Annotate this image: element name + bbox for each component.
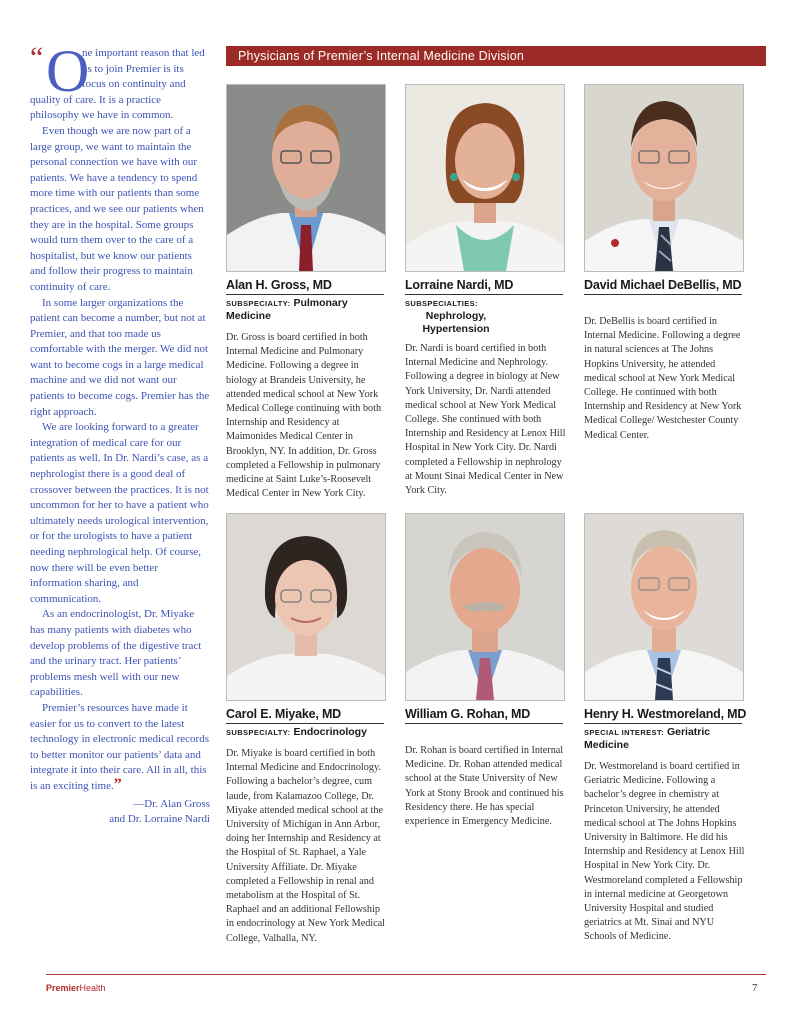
physician-photo bbox=[226, 513, 386, 701]
quote-paragraph-3: In some larger organizations the patient can become a number, but not at Premier, and that too made us comfortable with the merger. We did not want to become cogs in a large medical machine and we did not want our patients to become cogs. Premier has the right approach. bbox=[30, 296, 210, 418]
footer-logo bbox=[46, 983, 106, 993]
physician-card-rohan bbox=[405, 513, 571, 829]
physician-bio: Dr. Rohan is board certified in Internal Medicine. Dr. Rohan attended medical school at the State University of New York at Stony Brook and continued his Residency there. He has special experience in Emergency Medicine. bbox=[405, 745, 564, 828]
banner-title: Physicians of Premier’s Internal Medicine Division bbox=[238, 49, 525, 63]
physician-card-gross bbox=[226, 84, 392, 501]
name-rule bbox=[405, 294, 563, 295]
quote-paragraph-5: As an endocrinologist, Dr. Miyake has many patients with diabetes who develop problems of the digestive tract and the urinary tract. Her patients’ problems mesh well with our new capabilities. bbox=[30, 608, 202, 699]
name-rule bbox=[584, 294, 742, 295]
physician-bio: Dr. Nardi is board certified in both Internal Medicine and Nephrology. Following a degree in biology at New York University, Dr. Nardi attended medical school at New York Medical College. She continued with both Internship and Residency at Lenox Hill Hospital in New York City. Dr. Nardi completed a Fellowship in nephrology at Mount Sinai Medical Center in New York City. bbox=[405, 343, 566, 497]
quote-paragraph-2: Even though we are now part of a large group, we want to maintain the personal connection we have with our patients. We have a tendency to spend more time with our patients than some practices, and we see our patients when they are in the hospital. Some groups would turn them over to the care of a hospitalist, but we know our patients and follow their progress to maintain continuity of care. bbox=[30, 124, 204, 293]
physician-bio: Dr. Gross is board certified in both Internal Medicine and Pulmonary Medicine. Following a degree in biology at Brandeis University, he attended medical school at New York Medical College continuing with both Internship and Residency at Maimonides Medical Center in Brooklyn, NY. In addition, Dr. Gross completed a Fellowship in pulmonary medicine at Saint Luke’s-Roosevelt Medical Center in New York City. bbox=[226, 332, 382, 500]
quote-paragraph-4: We are looking forward to a greater integration of medical care for our patients as well. In Dr. Nardi’s case, as a nephrologist there is a good deal of crossover between the practices. It is not uncommon for her to have a patient who ultimately needs urological intervention, or for the urologists to have a patient needing nephrological help. Of course, now there will be even better information sharing, and communication. bbox=[30, 421, 209, 605]
physician-specialty bbox=[584, 726, 750, 752]
attribution-line: —Dr. Alan Gross bbox=[133, 797, 210, 810]
footer-logo-rest: Health bbox=[79, 983, 106, 993]
physician-card-westmoreland bbox=[584, 513, 750, 945]
physician-bio: Dr. DeBellis is board certified in Internal Medicine. Following a degree in natural sciences at The Johns Hopkins University, he attended medical school at New York Medical College. He continued with both Internship and Residency at New York Medical College/ Westchester County Medical Center. bbox=[584, 316, 742, 441]
physician-bio: Dr. Westmoreland is board certified in Geriatric Medicine. Following a bachelor’s degree in chemistry at Princeton University, he attended medical school at The Johns Hopkins University in Baltimore. He did his Internship and Residency at Lenox Hill Hospital in New York City. Dr. Westmoreland completed a Fellowship in internal medicine at Georgetown University Hospital and studied geriatrics at Mt. Sinai and NYU Schools of Medicine. bbox=[584, 761, 745, 943]
name-rule bbox=[584, 723, 742, 724]
specialty-label: SUBSPECIALTY: bbox=[226, 299, 291, 308]
footer-logo-bold: Premier bbox=[46, 983, 80, 993]
specialty-value: Geriatric Medicine bbox=[584, 726, 711, 751]
specialty-label: SUBSPECIALTY: bbox=[226, 728, 291, 737]
specialty-value: Nephrology, Hypertension bbox=[422, 310, 490, 335]
pull-quote bbox=[30, 38, 210, 828]
physician-photo bbox=[584, 84, 744, 272]
physician-photo bbox=[584, 513, 744, 701]
physician-photo bbox=[405, 84, 565, 272]
physician-card-nardi bbox=[405, 84, 571, 498]
physician-specialty bbox=[226, 297, 392, 323]
physician-card-miyake bbox=[226, 513, 392, 946]
specialty-label: SUBSPECIALTIES: bbox=[405, 299, 478, 308]
physician-specialty bbox=[405, 297, 571, 336]
physician-photo bbox=[226, 84, 386, 272]
physician-card-debellis bbox=[584, 84, 750, 443]
quote-paragraph-text: Premier’s resources have made it easier for us to convert to the latest technology in electronic medical records to better monitor our patients’ data and integrate it into their care. All in all, this is an exciting time. bbox=[30, 701, 209, 792]
footer-rule bbox=[46, 974, 766, 975]
drop-cap: O bbox=[46, 38, 90, 104]
page-number: 7 bbox=[752, 982, 758, 994]
close-quote-mark: ” bbox=[113, 775, 122, 793]
quote-paragraph-6 bbox=[30, 701, 210, 795]
section-banner bbox=[226, 46, 766, 66]
physician-name: David Michael DeBellis, MD bbox=[584, 278, 742, 292]
physician-name: Alan H. Gross, MD bbox=[226, 278, 332, 292]
open-quote-mark: “ bbox=[30, 41, 44, 74]
physician-specialty bbox=[226, 726, 392, 739]
physician-bio: Dr. Miyake is board certified in both Internal Medicine and Endocrinology. Following a bachelor’s degree, cum laude, from Kalamazoo College, Dr. Miyake attended medical school at the University of Michigan in Ann Arbor, doing her Internship and Residency at the Hospital of St. Raphael, a Yale University Affiliate. Dr. Miyake completed a Fellowship in renal and metabolism at the Hospital of St. Raphael and an additional Fellowship in endocrinology at New York Medical College, Valhalla, NY. bbox=[226, 748, 386, 944]
specialty-value: Pulmonary Medicine bbox=[226, 297, 348, 322]
name-rule bbox=[405, 723, 563, 724]
physician-name: William G. Rohan, MD bbox=[405, 707, 531, 721]
specialty-label: SPECIAL INTEREST: bbox=[584, 728, 665, 737]
physician-name: Lorraine Nardi, MD bbox=[405, 278, 514, 292]
attribution-line: and Dr. Lorraine Nardi bbox=[109, 813, 210, 826]
specialty-value: Endocrinology bbox=[293, 726, 367, 738]
physician-name: Henry H. Westmoreland, MD bbox=[584, 707, 747, 721]
quote-attribution bbox=[30, 797, 210, 828]
quote-paragraph-text: ne important reason that led us to join Premier is its focus on continuity and quality of care. It is a practice philosophy we have in common. bbox=[30, 47, 205, 122]
name-rule bbox=[226, 294, 384, 295]
name-rule bbox=[226, 723, 384, 724]
physician-name: Carol E. Miyake, MD bbox=[226, 707, 341, 721]
physician-photo bbox=[405, 513, 565, 701]
